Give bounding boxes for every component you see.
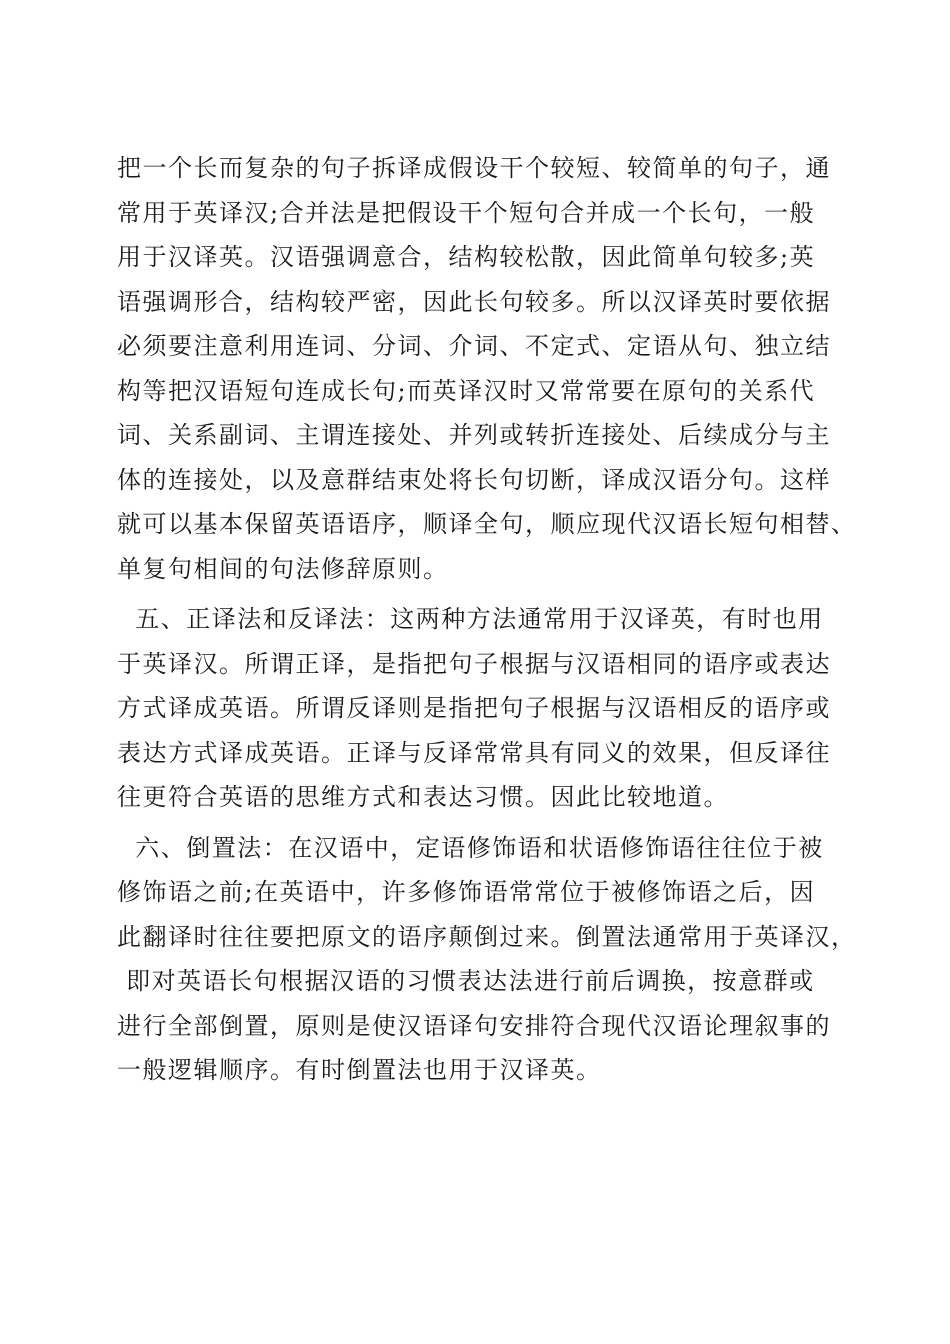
- text-line: 必须要注意利用连词、分词、介词、不定式、定语从句、独立结: [117, 332, 831, 360]
- text-line: 词、关系副词、主谓连接处、并列或转折连接处、后续成分与主: [117, 421, 831, 449]
- text-line: 一般逻辑顺序。有时倒置法也用于汉译英。: [117, 1056, 602, 1084]
- text-line: 修饰语之前;在英语中，许多修饰语常常位于被修饰语之后，因: [117, 878, 816, 906]
- text-line: 进行全部倒置，原则是使汉语译句安排符合现代汉语论理叙事的: [117, 1011, 831, 1040]
- text-line: 此翻译时往往要把原文的语序颠倒过来。倒置法通常用于英译汉，: [117, 922, 857, 951]
- text-line: 单复句相间的句法修辞原则。: [117, 554, 449, 583]
- document-body: [117, 146, 857, 1093]
- text-line: 构等把汉语短句连成长句;而英译汉时又常常要在原句的关系代: [117, 376, 816, 405]
- text-line: 于英译汉。所谓正译，是指把句子根据与汉语相同的语序或表达: [117, 649, 831, 678]
- paragraph-inversion: [117, 826, 857, 1093]
- text-line: 六、倒置法：在汉语中，定语修饰语和状语修饰语往往位于被: [117, 833, 824, 862]
- text-line: 就可以基本保留英语语序，顺译全句，顺应现代汉语长短句相替、: [117, 510, 857, 538]
- text-line: 五、正译法和反译法：这两种方法通常用于汉译英，有时也用: [117, 605, 824, 633]
- text-line: 即对英语长句根据汉语的习惯表达法进行前后调换，按意群或: [117, 967, 815, 995]
- text-line: 方式译成英语。所谓反译则是指把句子根据与汉语相反的语序或: [117, 694, 831, 722]
- text-line: 体的连接处，以及意群结束处将长句切断，译成汉语分句。这样: [117, 465, 831, 494]
- text-line: 把一个长而复杂的句子拆译成假设干个较短、较简单的句子，通: [117, 154, 831, 182]
- text-line: 往更符合英语的思维方式和表达习惯。因此比较地道。: [117, 783, 729, 811]
- text-line: 表达方式译成英语。正译与反译常常具有同义的效果，但反译往: [117, 738, 831, 767]
- paragraph-positive-negative-translation: [117, 597, 857, 820]
- text-line: 常用于英译汉;合并法是把假设干个短句合并成一个长句，一般: [117, 198, 816, 227]
- text-line: 语强调形合，结构较严密，因此长句较多。所以汉译英时要依据: [117, 287, 831, 316]
- paragraph-sentence-splitting: [117, 146, 857, 591]
- text-line: 用于汉译英。汉语强调意合，结构较松散，因此简单句较多;英: [117, 243, 816, 271]
